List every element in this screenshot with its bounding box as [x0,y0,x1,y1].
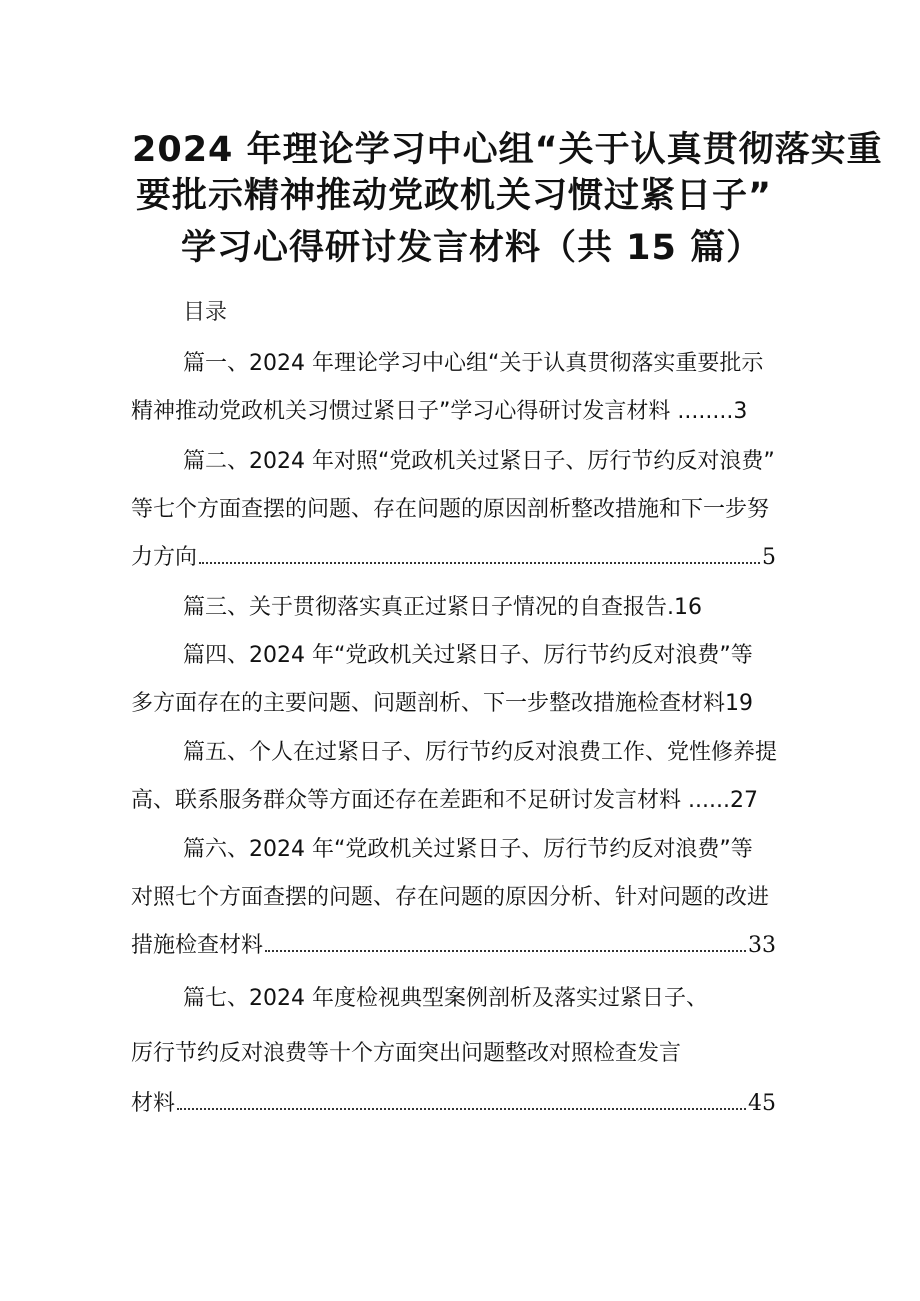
toc-entry-2-line-3[interactable] [131,542,776,574]
toc-entry-5-line-1[interactable]: 篇五、个人在过紧日子、厉行节约反对浪费工作、党性修养提 [183,740,778,765]
toc-entry-7-text: 材料 [131,1091,176,1116]
toc-entry-2-text: 力方向 [131,545,198,570]
dot-leader [177,1108,746,1110]
toc-entry-2-page: 5 [762,545,776,570]
toc-entry-6-text: 措施检查材料 [131,933,264,958]
toc-entry-7-page: 45 [748,1091,776,1116]
toc-entry-7-line-1[interactable]: 篇七、2024 年度检视典型案例剖析及落实过紧日子、 [183,986,708,1011]
document-title-line-3: 学习心得研讨发言材料（共 15 篇） [181,228,763,268]
toc-entry-4-line-2[interactable]: 多方面存在的主要问题、问题剖析、下一步整改措施检查材料19 [131,691,753,716]
toc-heading: 目录 [183,300,228,325]
toc-entry-6-line-2[interactable]: 对照七个方面查摆的问题、存在问题的原因分析、针对问题的改进 [131,885,770,910]
toc-entry-2-line-1[interactable]: 篇二、2024 年对照“党政机关过紧日子、厉行节约反对浪费” [183,449,775,474]
toc-entry-2-line-2[interactable]: 等七个方面查摆的问题、存在问题的原因剖析整改措施和下一步努 [131,497,770,522]
document-title-line-2: 要批示精神推动党政机关习惯过紧日子” [136,176,773,216]
toc-entry-6-page: 33 [748,933,776,958]
toc-entry-3[interactable]: 篇三、关于贯彻落实真正过紧日子情况的自查报告.16 [183,595,702,620]
toc-entry-5-line-2[interactable]: 高、联系服务群众等方面还存在差距和不足研讨发言材料 ......27 [131,788,758,813]
toc-entry-4-line-1[interactable]: 篇四、2024 年“党政机关过紧日子、厉行节约反对浪费”等 [183,643,753,668]
toc-entry-7-line-2[interactable]: 厉行节约反对浪费等十个方面突出问题整改对照检查发言 [131,1041,682,1066]
dot-leader [199,562,760,564]
toc-entry-1-line-1[interactable]: 篇一、2024 年理论学习中心组“关于认真贯彻落实重要批示 [183,351,764,376]
toc-entry-7-line-3[interactable] [131,1088,776,1120]
toc-entry-6-line-3[interactable] [131,930,776,962]
toc-entry-6-line-1[interactable]: 篇六、2024 年“党政机关过紧日子、厉行节约反对浪费”等 [183,837,753,862]
document-title-line-1: 2024 年理论学习中心组“关于认真贯彻落实重 [132,130,883,170]
toc-entry-1-line-2[interactable]: 精神推动党政机关习惯过紧日子”学习心得研讨发言材料 ........3 [131,399,748,424]
dot-leader [265,950,746,952]
